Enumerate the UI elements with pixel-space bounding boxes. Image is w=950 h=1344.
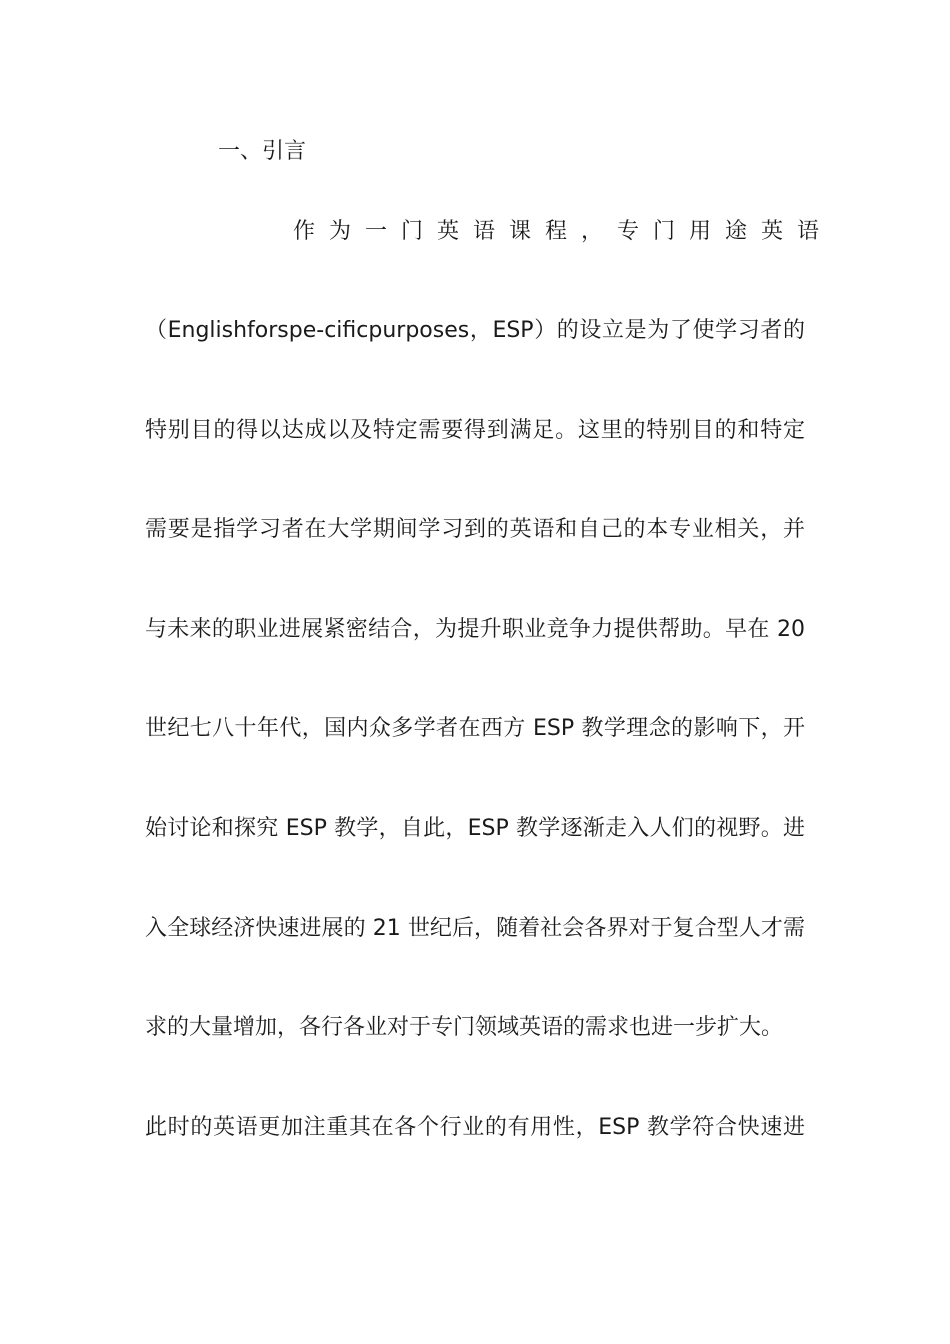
paragraph-line: 此时的英语更加注重其在各个行业的有用性，ESP 教学符合快速进: [145, 1115, 805, 1140]
section-heading: 一、引言: [218, 139, 307, 164]
paragraph-line: 与未来的职业进展紧密结合，为提升职业竞争力提供帮助。早在 20: [145, 617, 805, 642]
paragraph-line: （Englishforspe-cificpurposes，ESP）的设立是为了使学习者的: [145, 318, 805, 343]
paragraph-line: 世纪七八十年代，国内众多学者在西方 ESP 教学理念的影响下，开: [145, 716, 805, 741]
paragraph-line: 求的大量增加，各行各业对于专门领域英语的需求也进一步扩大。: [145, 1015, 784, 1040]
paragraph-line: 特别目的得以达成以及特定需要得到满足。这里的特别目的和特定: [145, 418, 805, 443]
paragraph-line: 作为一门英语课程，专门用途英语: [293, 219, 834, 244]
paragraph-line: 始讨论和探究 ESP 教学，自此，ESP 教学逐渐走入人们的视野。进: [145, 816, 805, 841]
paragraph-line: 需要是指学习者在大学期间学习到的英语和自己的本专业相关，并: [145, 517, 805, 542]
paragraph-line: 入全球经济快速进展的 21 世纪后，随着社会各界对于复合型人才需: [145, 916, 805, 941]
